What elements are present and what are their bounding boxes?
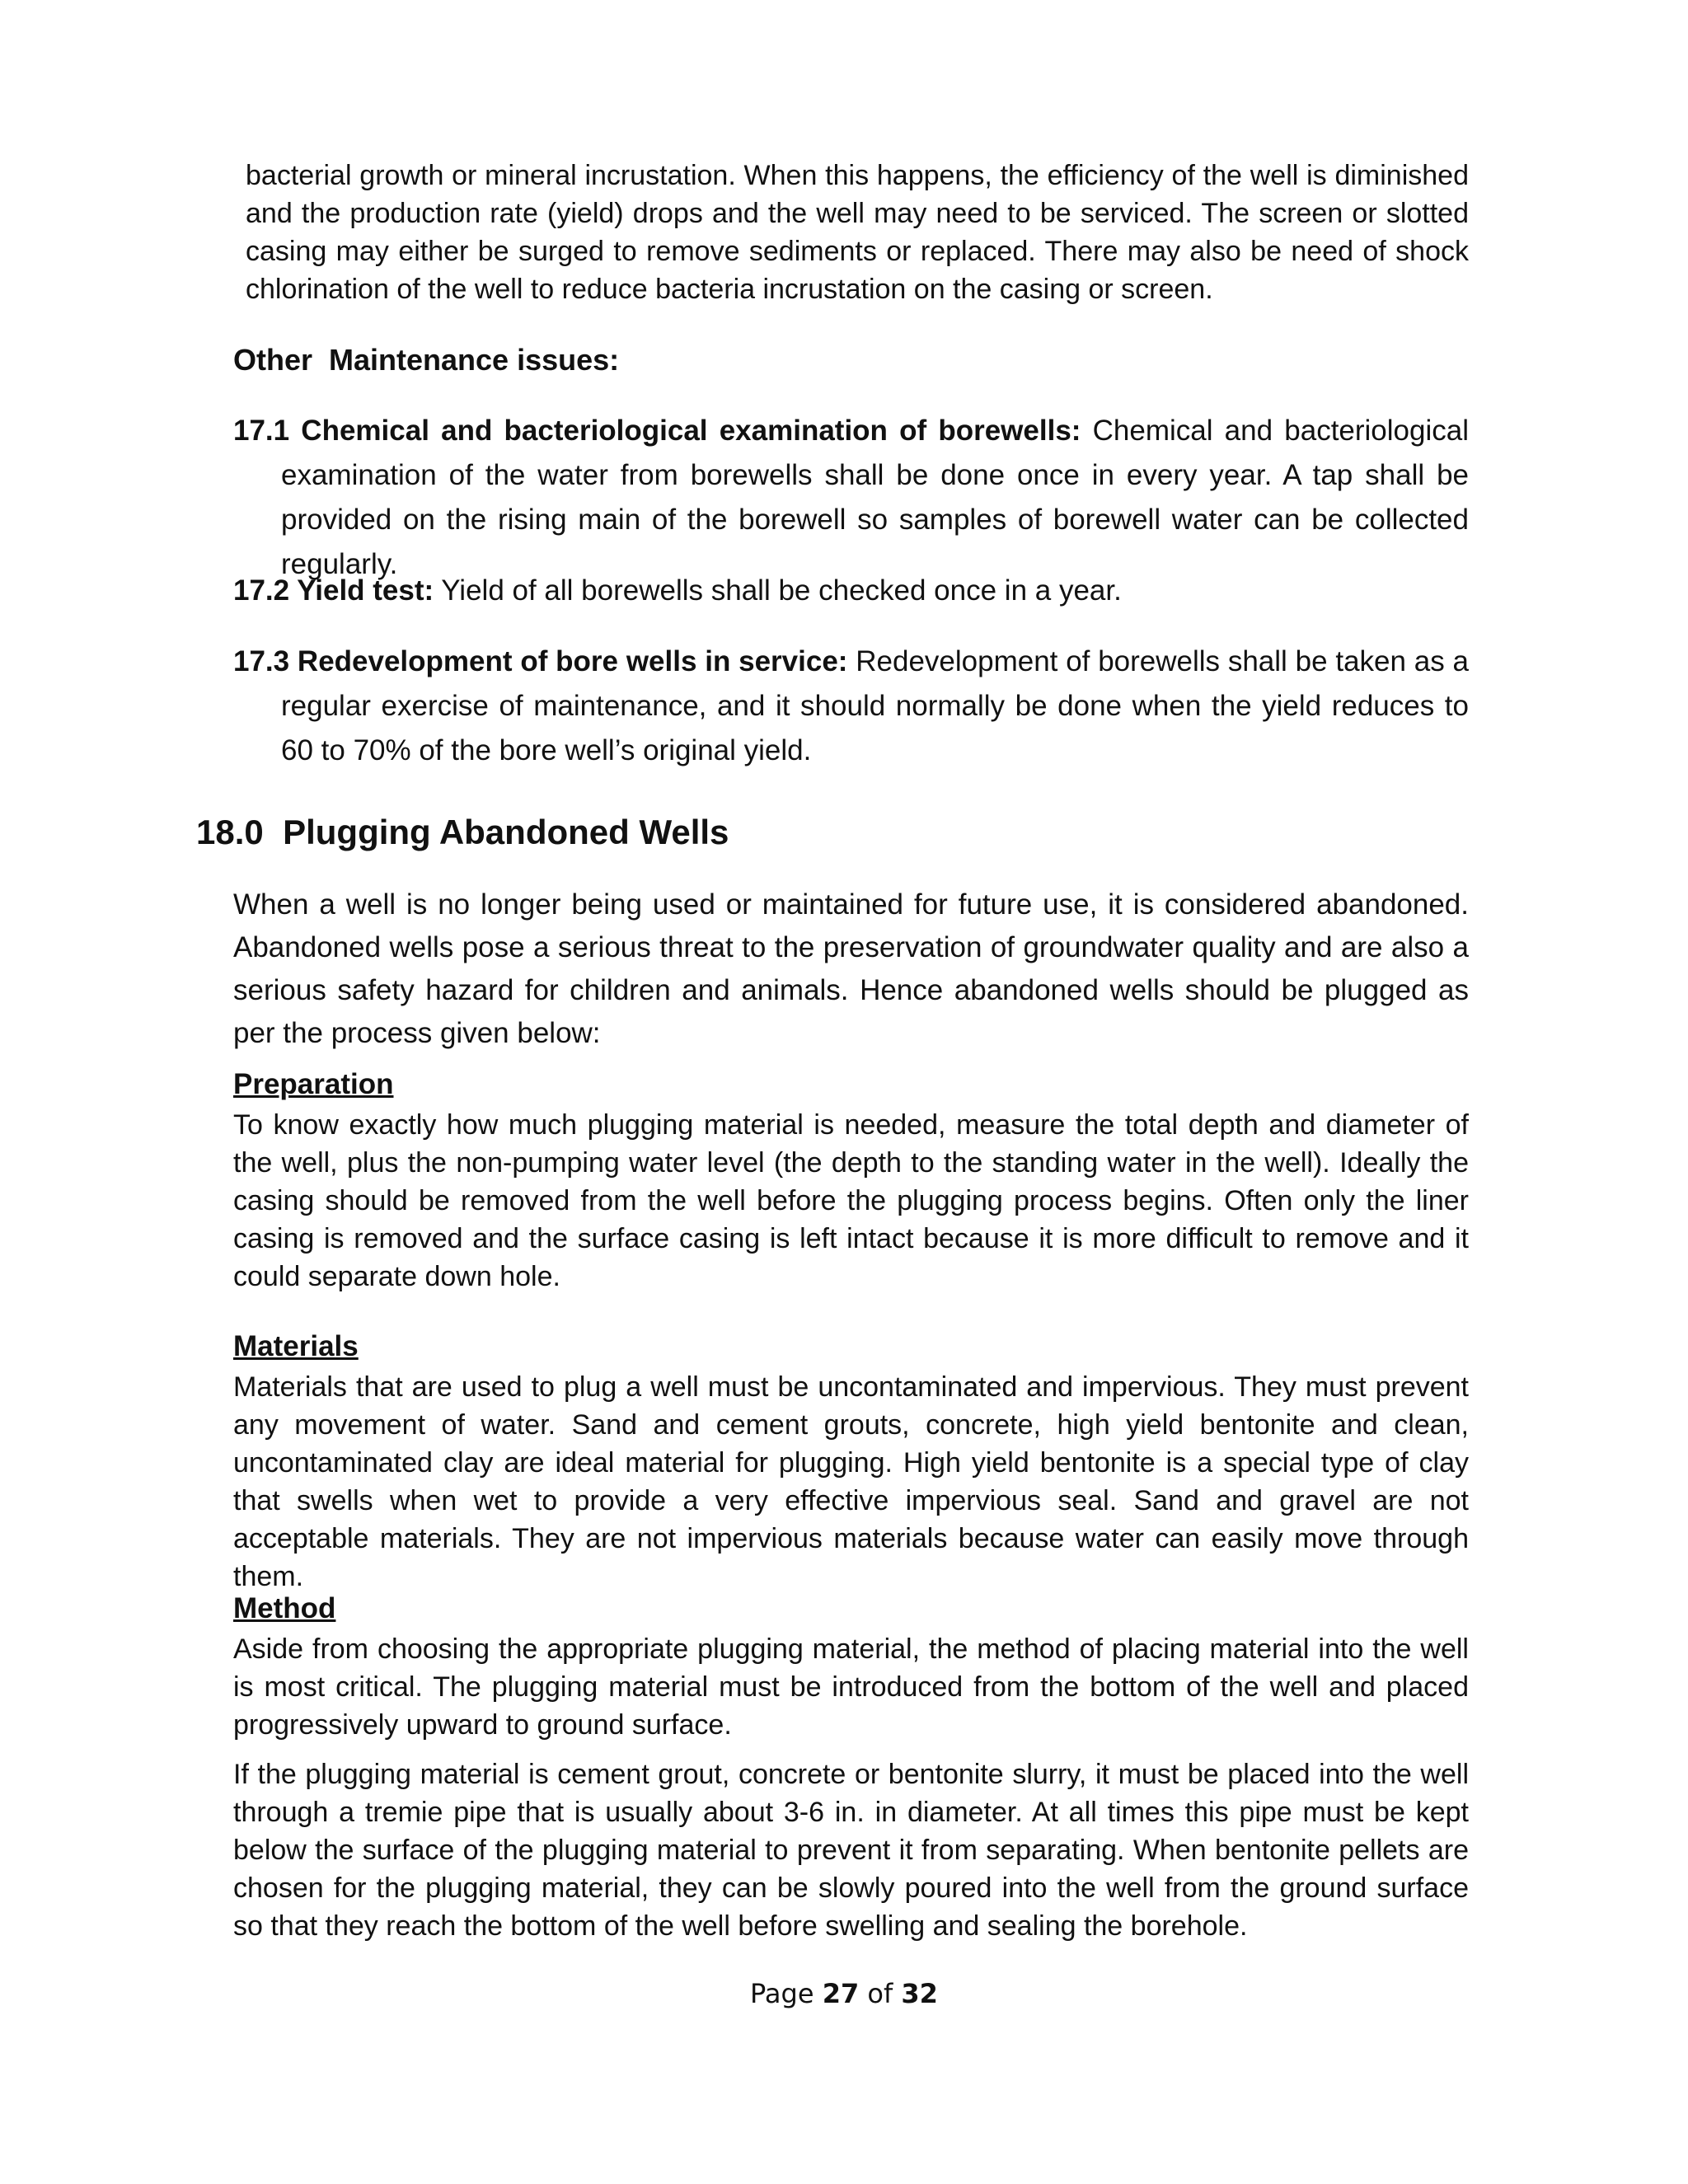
item-17-2-text: Yield of all borewells shall be checked once in a year. (434, 574, 1122, 607)
preparation-text: To know exactly how much plugging material is needed, measure the total depth and diameter of the well, plus the non-pumping water level (the depth to the standing water in the well). Ideally the casing should be removed from the well before the plugging process begins. Often only the liner casing is removed and the surface casing is left intact because it is more difficult to remove and it could separate down hole. (233, 1109, 1469, 1292)
section-heading: 18.0 Plugging Abandoned Wells (196, 813, 729, 851)
item-17-1-text: Chemical and bacteriological examination of the water from borewells shall be done once in every year. A tap shall be provided on the rising main of the borewell so samples of borewell water can be collected regularly. (281, 415, 1470, 580)
item-17-2-label: 17.2 Yield test: (233, 574, 434, 607)
item-17-2 (233, 569, 1469, 613)
item-17-3-label: 17.3 Redevelopment of bore wells in service: (233, 645, 848, 677)
materials-heading: Materials (233, 1330, 359, 1362)
item-17-3-text: Redevelopment of borewells shall be taken as a regular exercise of maintenance, and it should normally be done when the yield reduces to 60 to 70% of the bore well’s original yield. (281, 645, 1469, 766)
page-current: 27 (822, 1978, 860, 2009)
method-heading: Method (233, 1592, 336, 1624)
method-text-2: If the plugging material is cement grout, concrete or bentonite slurry, it must be placed into the well through a tremie pipe that is usually about 3-6 in. in diameter. At all times this pipe must be kept below the surface of the plugging material to prevent it from separating. When bentonite pellets are chosen for the plugging material, they can be slowly poured into the well from the ground surface so that they reach the bottom of the well before swelling and sealing the borehole. (233, 1759, 1469, 1942)
other-maintenance-heading: Other Maintenance issues: (233, 343, 620, 377)
materials-text: Materials that are used to plug a well must be uncontaminated and impervious. They must prevent any movement of water. Sand and cement grouts, concrete, high yield bentonite and clean, uncontaminated clay are ideal material for plugging. High yield bentonite is a special type of clay that swells when wet to provide a very effective impervious seal. Sand and gravel are not acceptable materials. They are not impervious materials because water can easily move through them. (233, 1371, 1469, 1592)
page-total: 32 (901, 1978, 938, 2009)
item-17-3 (233, 640, 1469, 773)
item-17-1-label: 17.1 Chemical and bacteriological examination of borewells: (233, 415, 1081, 447)
page-number (0, 1978, 1688, 2009)
section-intro: When a well is no longer being used or maintained for future use, it is considered abandoned. Abandoned wells pose a serious threat to the preservation of groundwater quality and are also a serious safety hazard for children and animals. Hence abandoned wells should be plugged as per the process given below: (233, 888, 1469, 1049)
preparation-heading: Preparation (233, 1068, 394, 1100)
method-text-1: Aside from choosing the appropriate plugging material, the method of placing material into the well is most critical. The plugging material must be introduced from the bottom of the well and placed progressively upward to ground surface. (233, 1633, 1469, 1741)
page-word: Page (750, 1978, 823, 2009)
item-17-1 (233, 409, 1469, 587)
intro-paragraph: bacterial growth or mineral incrustation. When this happens, the efficiency of the well is diminished and the production rate (yield) drops and the well may need to be serviced. The screen or slotted casing may either be surged to remove sediments or replaced. There may also be need of shock chlorination of the well to reduce bacteria incrustation on the casing or screen. (246, 160, 1469, 305)
of-word: of (859, 1978, 902, 2009)
